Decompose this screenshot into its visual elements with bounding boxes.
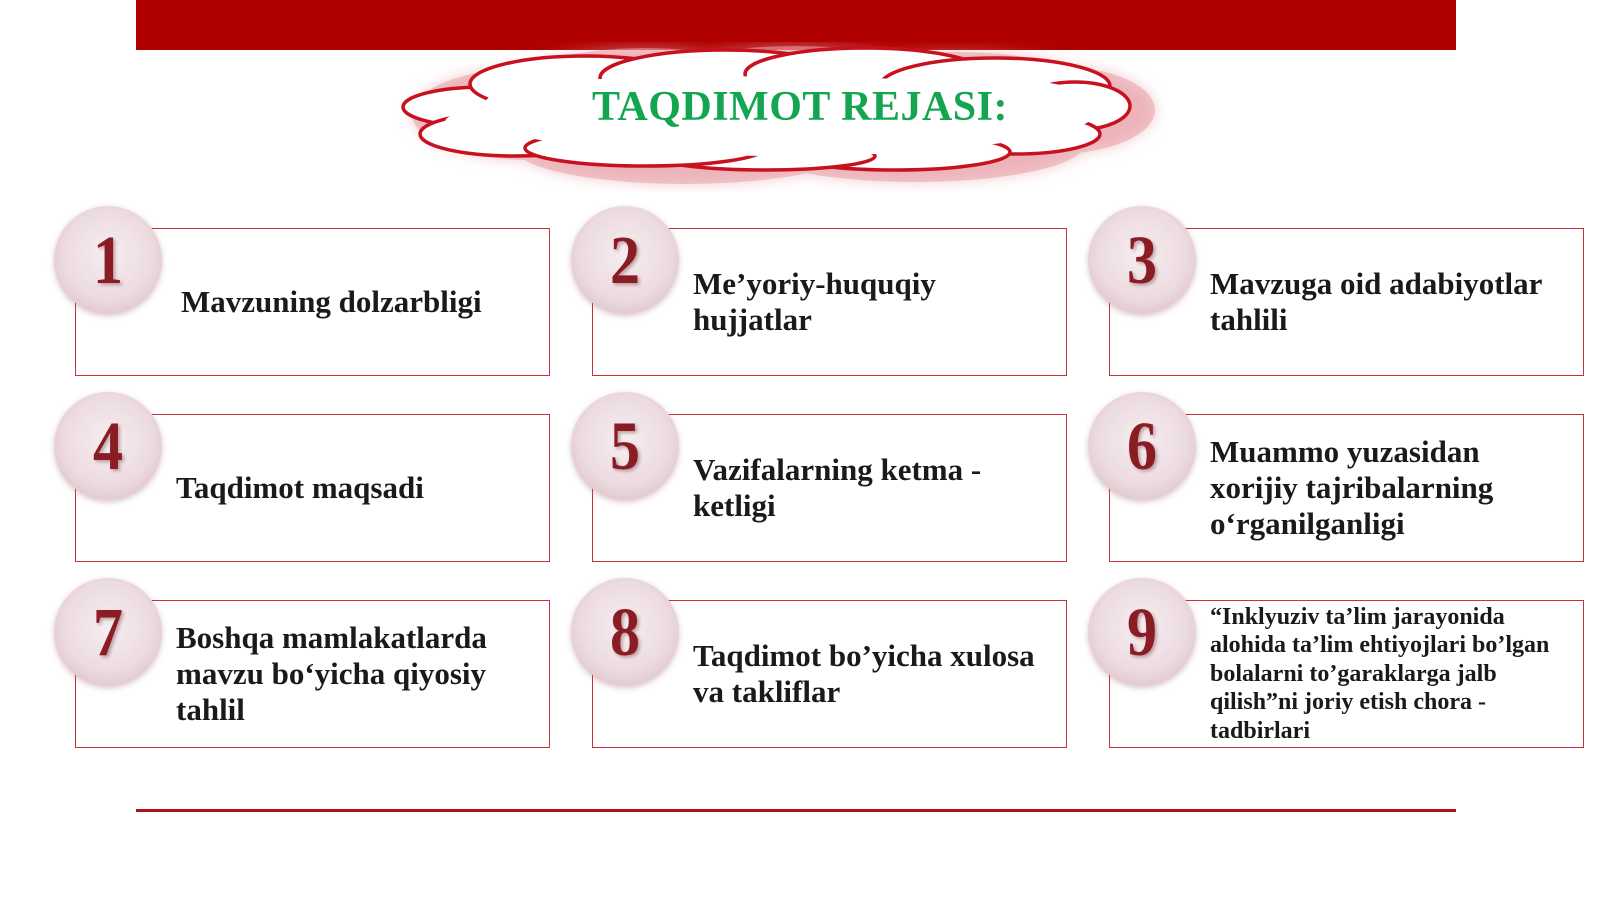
plan-item-text: Mavzuning dolzarbligi <box>181 284 482 319</box>
number-label: 5 <box>610 407 640 484</box>
plan-item-text: Me’yoriy-huquqiy hujjatlar <box>693 266 936 337</box>
plan-item-text: Mavzuga oid adabiyotlar tahlili <box>1210 266 1542 337</box>
number-label: 6 <box>1127 407 1157 484</box>
plan-item-text: “Inklyuziv ta’lim jarayonida alohida ta’lim ehtiyojlari bo’lgan bolalarni to’garaklarga jalb qilish”ni joriy etish chora - tadbirlari <box>1210 603 1550 744</box>
number-label: 3 <box>1127 221 1157 298</box>
number-badge-8 <box>571 578 679 686</box>
number-badge-3 <box>1088 206 1196 314</box>
number-label: 2 <box>610 221 640 298</box>
number-badge-5 <box>571 392 679 500</box>
number-badge-2 <box>571 206 679 314</box>
plan-item-text: Vazifalarning ketma - ketligi <box>693 452 982 523</box>
number-label: 1 <box>93 221 123 298</box>
number-badge-1 <box>54 206 162 314</box>
number-badge-7 <box>54 578 162 686</box>
plan-item-text: Boshqa mamlakatlarda mavzu bo‘yicha qiyosiy tahlil <box>176 620 487 727</box>
number-label: 9 <box>1127 593 1157 670</box>
number-badge-6 <box>1088 392 1196 500</box>
number-badge-4 <box>54 392 162 500</box>
number-badge-9 <box>1088 578 1196 686</box>
number-label: 4 <box>93 407 123 484</box>
plan-item-text: Taqdimot maqsadi <box>176 470 424 505</box>
plan-item-text: Muammo yuzasidan xorijiy tajribalarning o‘rganilganligi <box>1210 434 1494 541</box>
plan-item-text: Taqdimot bo’yicha xulosa va takliflar <box>693 638 1035 709</box>
bottom-divider <box>136 809 1456 812</box>
number-label: 8 <box>610 593 640 670</box>
number-label: 7 <box>93 593 123 670</box>
page-title: TAQDIMOT REJASI: <box>591 84 1008 130</box>
